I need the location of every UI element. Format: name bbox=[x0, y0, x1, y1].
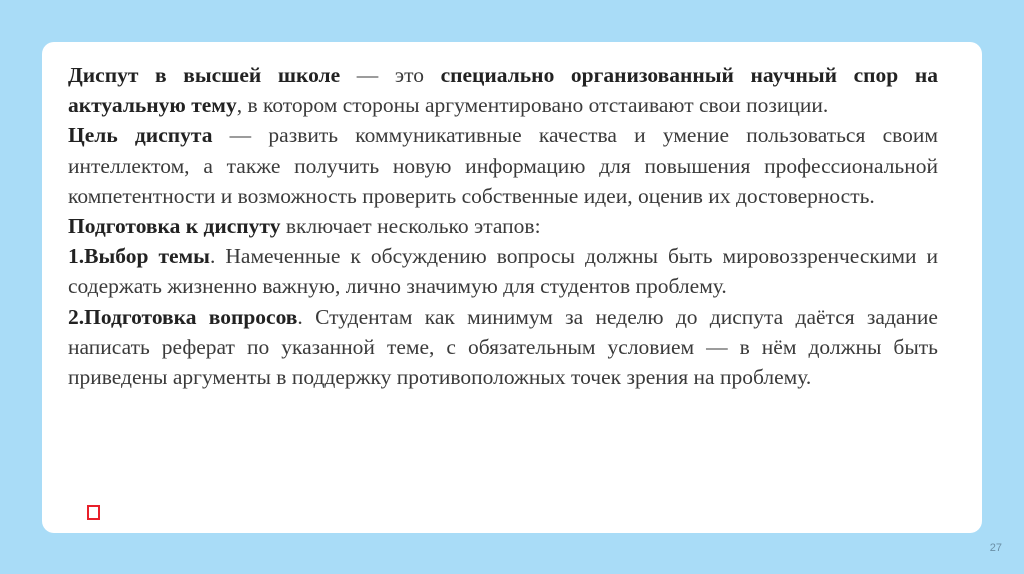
text-bold-segment: специально организованный научный спор на актуальную тему bbox=[68, 63, 938, 118]
text-bold-segment: 2.Подготовка вопросов bbox=[68, 304, 298, 329]
paragraph-definition bbox=[68, 60, 938, 120]
text-segment: — это bbox=[340, 63, 441, 87]
text-segment: . Студентам как минимум за неделю до диспута даётся задание написать реферат по указанной теме, с обязательным условием — в нём должны быть приведены аргументы в поддержку противоположных точек зрения на проблему. bbox=[68, 304, 938, 390]
paragraph-preparation bbox=[68, 211, 938, 241]
text-bold-segment: Цель диспута bbox=[68, 123, 213, 148]
paragraph-goal bbox=[68, 120, 938, 211]
red-cursor-marker bbox=[87, 505, 100, 520]
text-segment: — развить коммуникативные качества и умение пользоваться своим интеллектом, а также получить новую информацию для повышения профессиональной компетентности и возможность проверить собственные идеи, оценив их достоверность. bbox=[68, 123, 939, 208]
text-segment: включает несколько этапов: bbox=[280, 214, 541, 239]
text-bold-segment: Диспут в высшей школе bbox=[68, 63, 341, 87]
page-number: 27 bbox=[989, 542, 1002, 554]
paragraph-step-1 bbox=[68, 241, 938, 301]
text-segment: , в котором стороны аргументировано отстаивают свои позиции. bbox=[236, 93, 829, 118]
text-bold-segment: Подготовка к диспуту bbox=[68, 214, 281, 239]
slide-text bbox=[68, 60, 938, 392]
text-bold-segment: 1.Выбор темы bbox=[68, 244, 210, 269]
text-segment: . Намеченные к обсуждению вопросы должны быть мировоззренческими и содержать жизненно важную, лично значимую для студентов проблему. bbox=[68, 244, 938, 299]
paragraph-step-2 bbox=[68, 302, 938, 393]
